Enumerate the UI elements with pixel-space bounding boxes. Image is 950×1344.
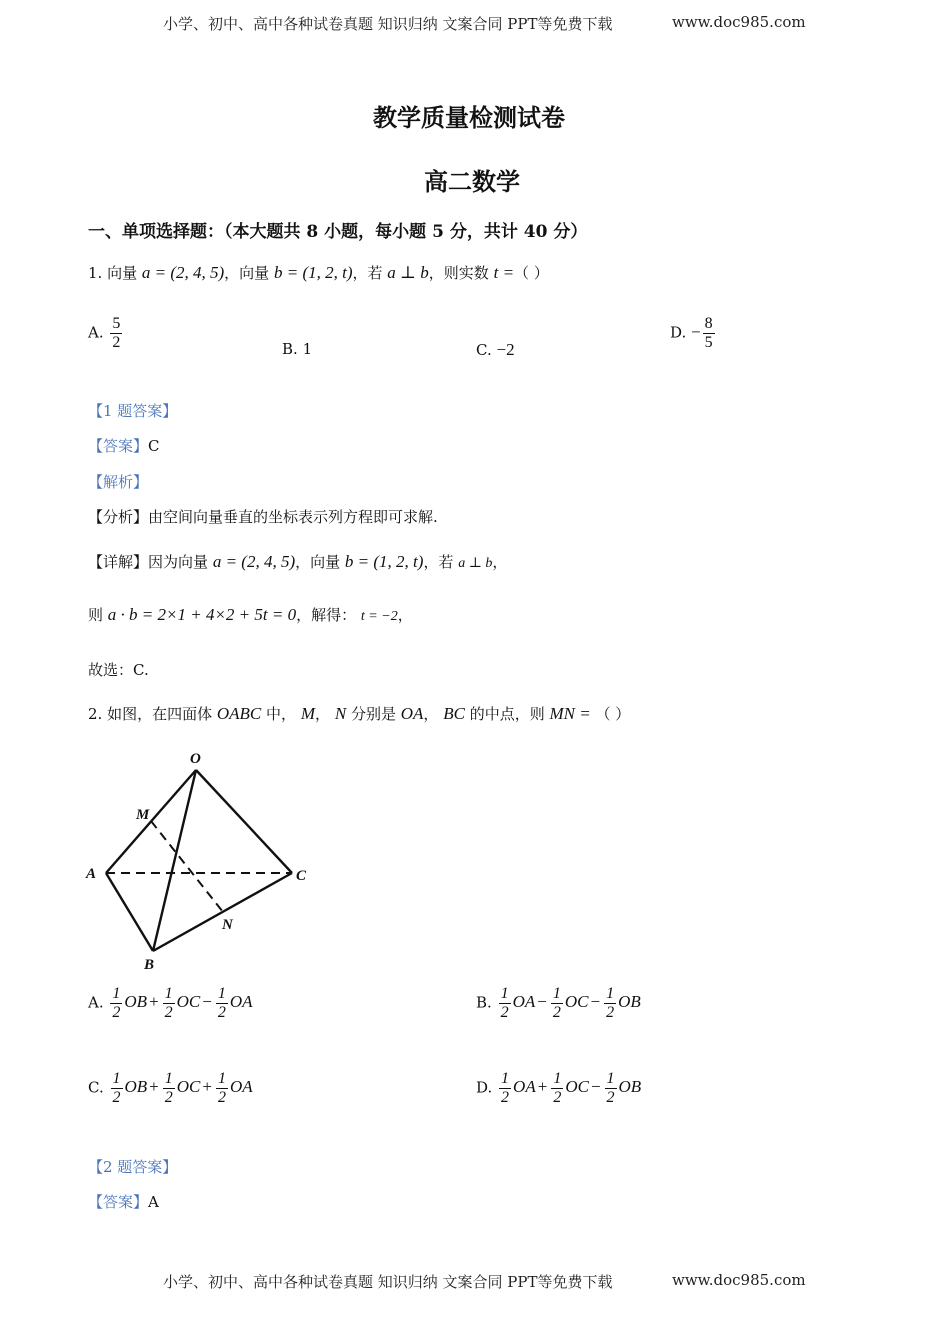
fraction: $\frac{1}{2}$ xyxy=(606,985,615,1021)
header-url[interactable]: www.doc985.com xyxy=(672,13,806,31)
vector-term: OB xyxy=(124,1077,148,1097)
vector-term: OC xyxy=(564,992,589,1012)
label-n: N xyxy=(222,917,233,933)
q1-option-c[interactable]: C. −2 xyxy=(476,340,515,359)
label-b: B xyxy=(144,957,155,973)
footer-left: 小学、初中、高中各种试卷真题 知识归纳 文案合同 PPT等免费下载 xyxy=(163,1273,613,1291)
q1-analysis: 【分析】由空间向量垂直的坐标表示列方程即可求解. xyxy=(88,508,438,526)
fraction: $\frac{1}{2}$ xyxy=(112,985,121,1021)
q2-answer-header: 【2 题答案】 xyxy=(88,1158,178,1176)
q1-answer: 【答案】C xyxy=(88,437,160,455)
operator: + xyxy=(149,1077,159,1097)
operator: + xyxy=(537,1077,548,1097)
segment-mn xyxy=(151,821,223,912)
vector-term: OA xyxy=(229,992,253,1012)
q1-jiexi: 【解析】 xyxy=(88,473,149,491)
q2-stem: 2. 如图，在四面体 OABC 中， M， N 分别是 OA， BC 的中点，则 MN = （ ） xyxy=(88,704,631,723)
vector-term: OB xyxy=(618,1077,642,1097)
operator: − xyxy=(590,1077,601,1097)
fraction: $\frac{1}{2}$ xyxy=(112,1070,121,1106)
label-a: A xyxy=(86,866,97,882)
vector-term: OC xyxy=(565,1077,589,1097)
fraction: $\frac{1}{2}$ xyxy=(500,985,509,1021)
operator: − xyxy=(537,992,547,1012)
q2-option-b[interactable]: B. $\frac{1}{2}$ OA − $\frac{1}{2}$ OC − $\frac{1}{2}$ OB xyxy=(476,985,641,1021)
header-left: 小学、初中、高中各种试卷真题 知识归纳 文案合同 PPT等免费下载 xyxy=(163,15,613,33)
operator: − xyxy=(590,992,601,1012)
vector-term: OA xyxy=(512,992,536,1012)
q1-option-a[interactable]: A. $\frac{5}{2}$ xyxy=(88,315,121,351)
fraction: $\frac{1}{2}$ xyxy=(552,985,561,1021)
q2-option-c[interactable]: C. $\frac{1}{2}$ OB + $\frac{1}{2}$ OC + $\frac{1}{2}$ OA xyxy=(88,1070,253,1106)
edge-ob xyxy=(153,770,196,951)
fraction: $\frac{1}{2}$ xyxy=(164,985,173,1021)
fraction: $\frac{1}{2}$ xyxy=(217,985,226,1021)
vector-term: OA xyxy=(229,1077,253,1097)
fraction: $\frac{1}{2}$ xyxy=(217,1070,226,1106)
q1-detail: 【详解】因为向量 a = (2, 4, 5)，向量 b = (1, 2, t)，若 a ⊥ b， xyxy=(88,552,508,571)
section-heading: 一、单项选择题：（本大题共 8 小题，每小题 5 分，共计 40 分） xyxy=(88,222,588,242)
q1-stem: 1. 向量 a = (2, 4, 5)，向量 b = (1, 2, t)，若 a ⊥ b，则实数 t =（ ） xyxy=(88,263,549,282)
operator: − xyxy=(202,992,212,1012)
vector-a-expr: a = (2, 4, 5) xyxy=(141,263,225,282)
vector-b-expr: b = (1, 2, t) xyxy=(273,263,353,282)
q1-answer-header: 【1 题答案】 xyxy=(88,402,178,420)
q1-option-b[interactable]: B. 1 xyxy=(282,340,313,358)
edge-ab xyxy=(106,873,153,951)
q2-option-a[interactable]: A. $\frac{1}{2}$ OB + $\frac{1}{2}$ OC − $\frac{1}{2}$ OA xyxy=(88,985,253,1021)
vector-term: OA xyxy=(513,1077,536,1097)
edge-oc xyxy=(196,770,292,873)
q1-detail-2: 则 a · b = 2×1 + 4×2 + 5t = 0，解得： t = −2， xyxy=(88,605,413,624)
fraction: $\frac{1}{2}$ xyxy=(164,1070,173,1106)
vector-term: OB xyxy=(618,992,641,1012)
page-subtitle: 高二数学 xyxy=(424,167,520,196)
operator: + xyxy=(149,992,159,1012)
footer-url[interactable]: www.doc985.com xyxy=(672,1271,806,1289)
label-m: M xyxy=(136,807,150,823)
vector-term: OC xyxy=(176,1077,201,1097)
page-title: 教学质量检测试卷 xyxy=(373,103,565,132)
q1-option-d[interactable]: D. − $\frac{8}{5}$ xyxy=(670,315,713,351)
tetrahedron-figure xyxy=(80,745,320,975)
edge-bc xyxy=(153,873,292,951)
q2-answer: 【答案】A xyxy=(88,1193,159,1211)
fraction: $\frac{1}{2}$ xyxy=(553,1070,562,1106)
q1-conclusion: 故选：C. xyxy=(88,661,149,679)
label-c: C xyxy=(296,868,307,884)
q2-option-d[interactable]: D. $\frac{1}{2}$ OA + $\frac{1}{2}$ OC − $\frac{1}{2}$ OB xyxy=(476,1070,642,1106)
vector-term: OB xyxy=(124,992,148,1012)
label-o: O xyxy=(190,751,201,767)
vector-term: OC xyxy=(176,992,201,1012)
fraction: $\frac{1}{2}$ xyxy=(501,1070,510,1106)
operator: + xyxy=(202,1077,212,1097)
fraction: $\frac{1}{2}$ xyxy=(606,1070,615,1106)
